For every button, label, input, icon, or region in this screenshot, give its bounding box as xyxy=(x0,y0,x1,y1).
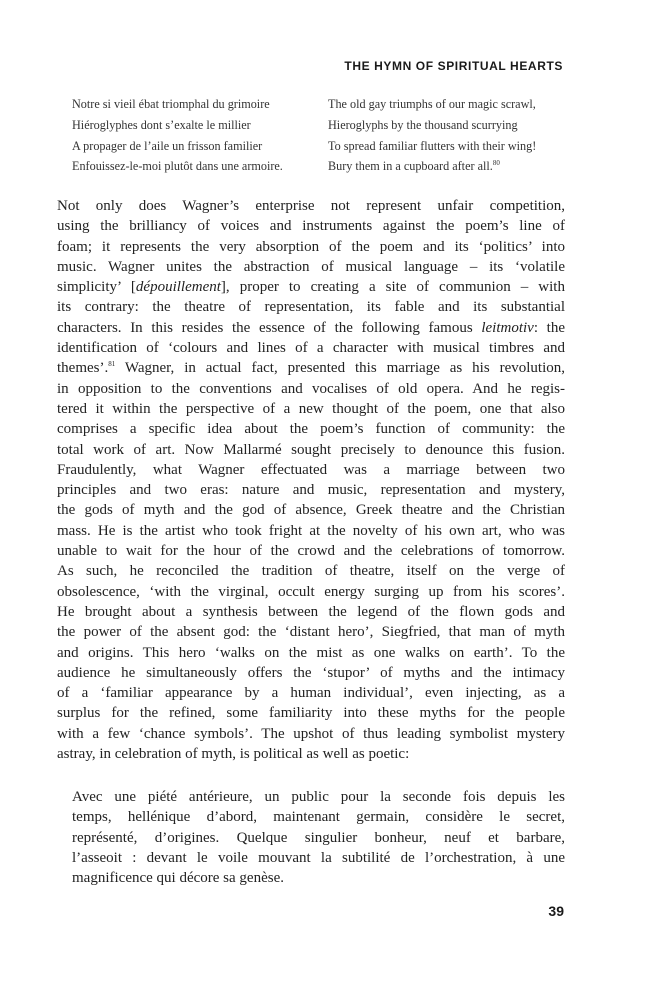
poem-english-line: The old gay triumphs of our magic scrawl, xyxy=(328,97,536,111)
paragraph-line: of a ‘familiar appearance by a human individual’, even injecting, as a xyxy=(57,685,565,702)
italic-term: leitmotiv xyxy=(481,319,534,336)
paragraph-line: As such, he reconciled the tradition of theatre, itself on the verge of xyxy=(57,563,565,580)
paragraph-line: the gods of myth and the god of absence, Greek theatre and the Christian xyxy=(57,502,565,519)
poem-french-line: Enfouissez-le-moi plutôt dans une armoire. xyxy=(72,159,283,174)
poem-english-line: Hieroglyphs by the thousand scurrying xyxy=(328,117,518,132)
line-text: themes’. xyxy=(57,360,109,377)
line-text: Wagner, in actual fact, presented this marriage as his revolution, xyxy=(115,360,565,377)
page-number: 39 xyxy=(548,903,564,919)
quote-line: temps, hellénique d’abord, maintenant germain, considère le secret, xyxy=(72,809,565,826)
paragraph-line: foam; it represents the very absorption of the poem and its ‘politics’ into xyxy=(57,238,565,255)
quote-line: représenté, d’origines. Quelque singulier bonheur, neuf et barbare, xyxy=(72,829,565,846)
paragraph-line: audience he simultaneously offers the ‘stupor’ of myths and the intimacy xyxy=(57,664,565,681)
paragraph-line: in opposition to the conventions and vocalises of old opera. And he regis- xyxy=(57,380,565,397)
italic-term: dépouillement xyxy=(135,279,221,296)
paragraph-line: Fraudulently, what Wagner effectuated was a marriage between two xyxy=(57,461,565,478)
poem-english-line: To spread familiar flutters with their wing! xyxy=(328,138,537,153)
poem-line xyxy=(72,136,577,157)
paragraph-line: tered it within the perspective of a new thought of the poem, one that also xyxy=(57,400,565,417)
quote-line: l’asseoit : devant le voile mouvant la subtilité de l’orchestration, à une xyxy=(72,849,565,866)
paragraph-line: total work of art. Now Mallarmé sought precisely to denounce this fusion. xyxy=(57,441,565,458)
paragraph-line xyxy=(57,277,565,297)
line-text: : the xyxy=(533,319,565,336)
line-text: ], proper to creating a site of communion – with xyxy=(220,279,565,296)
paragraph-line: its contrary: the theatre of representation, its fable and its substantial xyxy=(57,299,565,316)
poem-english-line xyxy=(328,156,577,177)
paragraph-line: music. Wagner unites the abstraction of musical language – its ‘volatile xyxy=(57,258,565,275)
paragraph-line: mass. He is the artist who took fright at the novelty of his own art, who was xyxy=(57,522,565,539)
paragraph-line: Not only does Wagner’s enterprise not represent unfair competition, xyxy=(57,198,565,214)
paragraph-line: comprises a specific idea about the poem’s function of community: the xyxy=(57,421,565,438)
paragraph-line xyxy=(57,358,565,378)
paragraph-line: the power of the absent god: the ‘distant hero’, Siegfried, that man of myth xyxy=(57,624,565,641)
poem-english-text: Bury them in a cupboard after all. xyxy=(328,159,493,174)
block-quote xyxy=(72,787,565,888)
paragraph-line: principles and two eras: nature and music, representation and mystery, xyxy=(57,482,565,499)
running-head: THE HYMN OF SPIRITUAL HEARTS xyxy=(344,59,563,73)
paragraph-line: with a few ‘chance symbols’. The upshot of thus leading symbolist mystery xyxy=(57,725,565,742)
paragraph-line: unable to wait for the hour of the crowd and the celebrations of tomorrow. xyxy=(57,543,565,560)
footnote-ref-81: 81 xyxy=(108,360,116,369)
footnote-ref-80: 80 xyxy=(492,159,500,168)
paragraph-line: astray, in celebration of myth, is political as well as poetic: xyxy=(57,746,410,763)
poem-line xyxy=(72,115,577,136)
paragraph-line: and origins. This hero ‘walks on the mist as one walks on earth’. To the xyxy=(57,644,565,661)
line-text: simplicity’ [ xyxy=(57,279,136,296)
poem-line xyxy=(72,156,577,177)
poem-line xyxy=(72,94,577,115)
paragraph-line: He brought about a synthesis between the legend of the flown gods and xyxy=(57,603,565,620)
paragraph-line xyxy=(57,318,565,338)
paragraph-line: using the brilliancy of voices and instruments against the poem’s line of xyxy=(57,218,565,235)
paragraph-line: identification of ‘colours and lines of a character with musical timbres and xyxy=(57,340,565,357)
poem-french-line: A propager de l’aile un frisson familier xyxy=(72,138,263,153)
body-paragraph xyxy=(57,196,565,764)
paragraph-line: obsolescence, ‘with the virginal, occult energy surging up from his scores’. xyxy=(57,583,565,600)
line-text: characters. In this resides the essence of the following famous xyxy=(57,319,482,336)
poem-block xyxy=(72,94,577,177)
poem-french-line: Notre si vieil ébat triomphal du grimoire xyxy=(72,97,270,111)
quote-line: Avec une piété antérieure, un public pour la seconde fois depuis les xyxy=(72,789,565,805)
poem-french-line: Hiéroglyphes dont s’exalte le millier xyxy=(72,117,251,132)
paragraph-line: surplus for the refined, some familiarity into these myths for the people xyxy=(57,705,565,722)
quote-line: magnificence qui décore sa genèse. xyxy=(72,870,284,887)
